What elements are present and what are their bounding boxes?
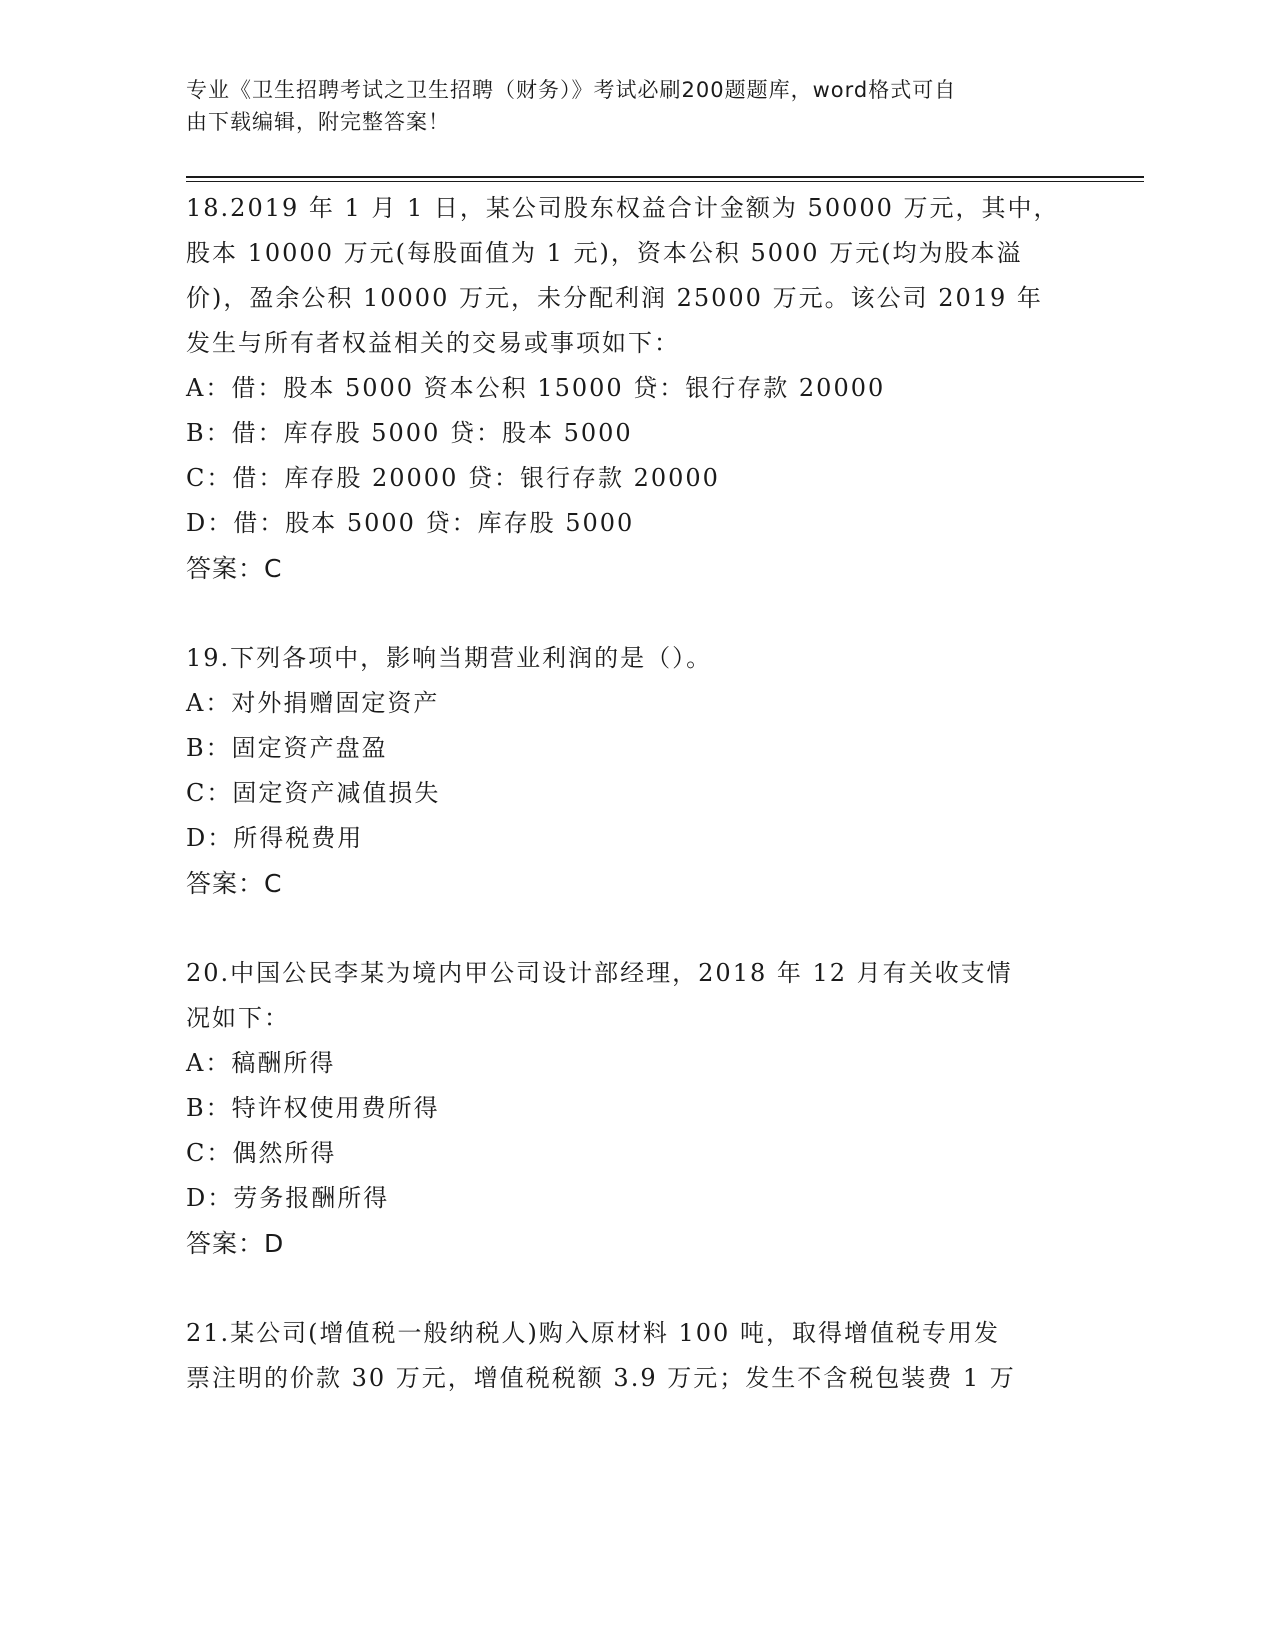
question-21: [186, 1311, 1086, 1401]
question-stem-line: 票注明的价款 30 万元，增值税税额 3.9 万元；发生不含税包装费 1 万: [186, 1364, 1016, 1392]
question-list: [186, 186, 1086, 1401]
question-18: [186, 186, 1086, 591]
option-d: D：所得税费用: [186, 824, 364, 852]
question-stem-line: 股本 10000 万元(每股面值为 1 元)，资本公积 5000 万元(均为股本溢: [186, 239, 1023, 267]
header-divider-thick: [186, 176, 1144, 178]
spacer: [186, 1266, 1086, 1311]
option-d: D：借：股本 5000 贷：库存股 5000: [186, 509, 635, 537]
header-line-2: 由下载编辑，附完整答案！: [186, 110, 450, 134]
option-b: B：特许权使用费所得: [186, 1094, 440, 1122]
option-c: C：固定资产减值损失: [186, 779, 441, 807]
question-stem-line: 况如下：: [186, 1004, 290, 1032]
option-b: B：借：库存股 5000 贷：股本 5000: [186, 419, 633, 447]
question-19: [186, 636, 1086, 906]
option-c: C：偶然所得: [186, 1139, 337, 1167]
question-stem-line: 20.中国公民李某为境内甲公司设计部经理，2018 年 12 月有关收支情: [186, 959, 1013, 987]
question-stem-line: 21.某公司(增值税一般纳税人)购入原材料 100 吨，取得增值税专用发: [186, 1319, 1000, 1347]
option-c: C：借：库存股 20000 贷：银行存款 20000: [186, 464, 720, 492]
question-stem-line: 发生与所有者权益相关的交易或事项如下：: [186, 329, 680, 357]
spacer: [186, 906, 1086, 951]
header-line-1: 专业《卫生招聘考试之卫生招聘（财务）》考试必刷200题题库，word格式可自: [186, 78, 957, 102]
question-20: [186, 951, 1086, 1266]
spacer: [186, 591, 1086, 636]
question-stem-line: 价)，盈余公积 10000 万元，未分配利润 25000 万元。该公司 2019 年: [186, 284, 1043, 312]
question-stem-line: 18.2019 年 1 月 1 日，某公司股东权益合计金额为 50000 万元，其中，: [186, 194, 1060, 222]
option-a: A：稿酬所得: [186, 1049, 336, 1077]
answer-line: 答案：D: [186, 1229, 285, 1258]
document-header: [186, 74, 1066, 138]
option-b: B：固定资产盘盈: [186, 734, 388, 762]
option-a: A：对外捐赠固定资产: [186, 689, 440, 717]
question-stem-line: 19.下列各项中，影响当期营业利润的是（）。: [186, 644, 713, 672]
option-d: D：劳务报酬所得: [186, 1184, 390, 1212]
answer-line: 答案：C: [186, 554, 283, 583]
header-divider-thin: [186, 181, 1144, 182]
option-a: A：借：股本 5000 资本公积 15000 贷：银行存款 20000: [186, 374, 886, 402]
answer-line: 答案：C: [186, 869, 283, 898]
